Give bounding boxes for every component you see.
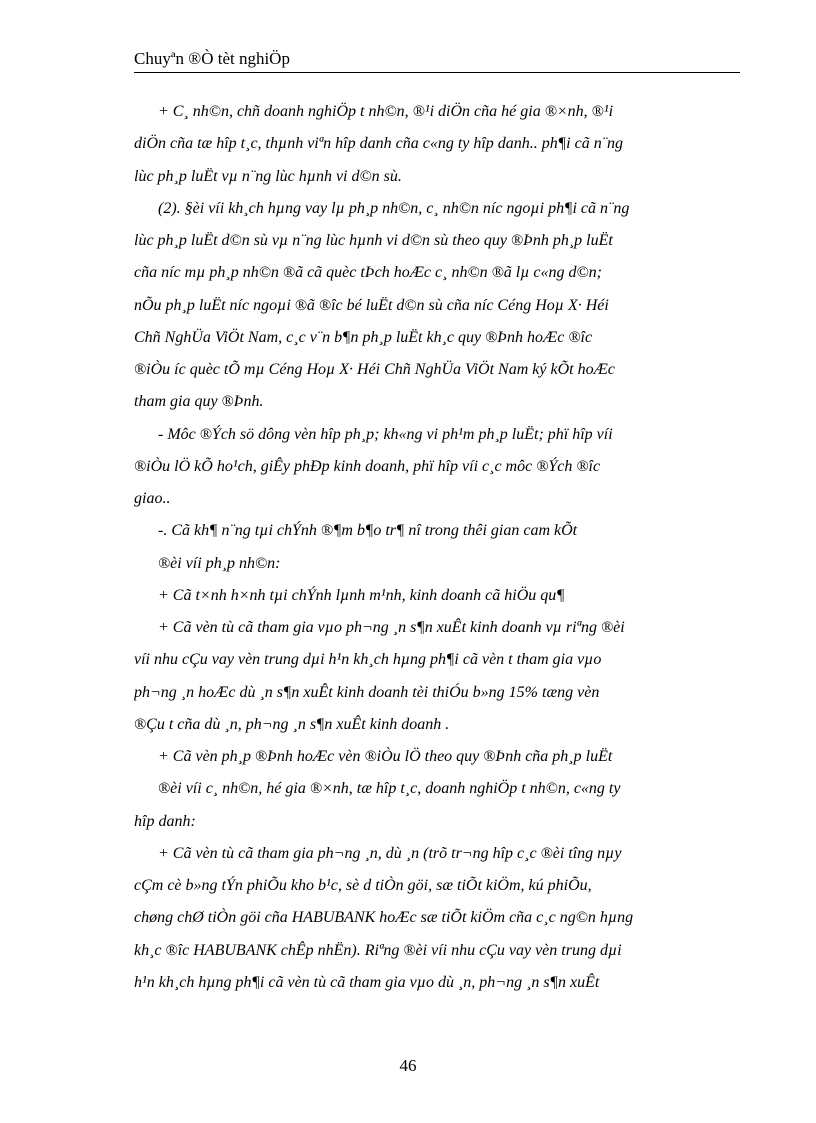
text-line: nÕu ph¸p luËt níc ngoµi ®ã ®îc bé luËt d©n sù cña níc Céng Hoµ X· Héi	[134, 296, 609, 314]
body-text	[134, 96, 740, 999]
page-number: 46	[399, 1056, 417, 1075]
text-line: lùc ph¸p luËt vµ n¨ng lùc hµnh vi d©n sù.	[134, 167, 402, 185]
text-line: cÇm cè b»ng tÝn phiÕu kho b¹c, sè d tiÒn göi, sæ tiÕt kiÖm, kú phiÕu,	[134, 877, 592, 894]
text-line: + Cã vèn tù cã tham gia vµo ph¬ng ¸n s¶n xuÊt kinh doanh vµ riªng ®èi	[158, 619, 625, 636]
text-line: + Cã vèn ph¸p ®Þnh hoÆc vèn ®iÒu lÖ theo quy ®Þnh cña ph¸p luËt	[158, 748, 613, 765]
text-line: Chñ NghÜa ViÖt Nam, c¸c v¨n b¶n ph¸p luËt kh¸c quy ®Þnh hoÆc ®îc	[134, 328, 593, 346]
text-line: + C¸ nh©n, chñ doanh nghiÖp t nh©n, ®¹i diÖn cña hé gia ®×nh, ®¹i	[158, 103, 614, 120]
text-line: hîp danh:	[134, 812, 196, 830]
text-line: chøng chØ tiÒn göi cña HABUBANK hoÆc sæ tiÕt kiÖm cña c¸c ng©n hµng	[134, 909, 634, 927]
text-line: lùc ph¸p luËt d©n sù vµ n¨ng lùc hµnh vi d©n sù theo quy ®Þnh ph¸p luËt	[134, 232, 613, 249]
text-line: cña níc mµ ph¸p nh©n ®ã cã quèc tÞch hoÆc c¸ nh©n ®ã lµ c«ng d©n;	[134, 264, 603, 282]
text-line: ®Çu t cña dù ¸n, ph¬ng ¸n s¶n xuÊt kinh doanh .	[134, 715, 450, 733]
text-line: (2). §èi víi kh¸ch hµng vay lµ ph¸p nh©n, c¸ nh©n níc ngoµi ph¶i cã n¨ng	[158, 199, 630, 217]
text-line: víi nhu cÇu vay vèn trung dµi h¹n kh¸ch hµng ph¶i cã vèn t tham gia vµo	[134, 651, 602, 669]
text-line: tham gia quy ®Þnh.	[134, 393, 264, 411]
text-line: ®iÒu íc quèc tÕ mµ Céng Hoµ X· Héi Chñ NghÜa ViÖt Nam ký kÕt hoÆc	[134, 361, 615, 378]
text-line: ®iÒu lÖ kÕ ho¹ch, giÊy phÐp kinh doanh, phï hîp víi c¸c môc ®Ých ®îc	[134, 457, 601, 475]
text-line: giao..	[134, 490, 171, 507]
text-line: + Cã t×nh h×nh tµi chÝnh lµnh m¹nh, kinh doanh cã hiÖu qu¶	[158, 586, 565, 604]
text-line: ®èi víi ph¸p nh©n:	[158, 554, 281, 572]
text-line: ®èi víi c¸ nh©n, hé gia ®×nh, tæ hîp t¸c, doanh nghiÖp t nh©n, c«ng ty	[158, 780, 621, 798]
text-line: + Cã vèn tù cã tham gia ph¬ng ¸n, dù ¸n (trõ tr¬ng hîp c¸c ®èi tîng nµy	[158, 844, 622, 862]
text-line: - Môc ®Ých sö dông vèn hîp ph¸p; kh«ng vi ph¹m ph¸p luËt; phï hîp víi	[158, 425, 613, 443]
running-header: Chuyªn ®Ò tèt nghiÖp	[134, 48, 740, 73]
text-line: kh¸c ®îc HABUBANK chÊp nhËn). Riªng ®èi víi nhu cÇu vay vèn trung dµi	[134, 941, 622, 959]
text-line: -. Cã kh¶ n¨ng tµi chÝnh ®¶m b¶o tr¶ nî trong thêi gian cam kÕt	[158, 522, 578, 540]
text-line: h¹n kh¸ch hµng ph¶i cã vèn tù cã tham gia vµo dù ¸n, ph¬ng ¸n s¶n xuÊt	[134, 973, 600, 991]
text-line: ph¬ng ¸n hoÆc dù ¸n s¶n xuÊt kinh doanh tèi thiÓu b»ng 15% tæng vèn	[134, 683, 600, 701]
text-line: diÖn cña tæ hîp t¸c, thµnh viªn hîp danh cña c«ng ty hîp danh.. ph¶i cã n¨ng	[134, 135, 624, 153]
